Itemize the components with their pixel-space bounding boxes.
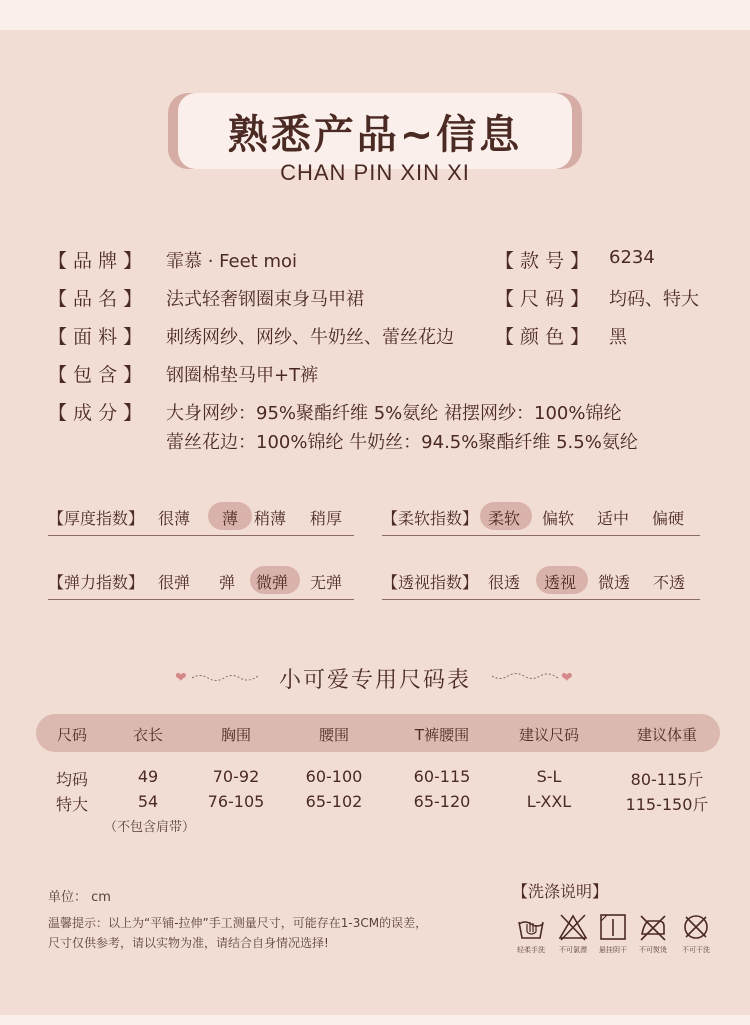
transparency-option: 不透 xyxy=(653,573,686,592)
name-label: 【 品 名 】 xyxy=(48,288,143,310)
includes-label: 【 包 含 】 xyxy=(48,364,143,386)
transparency-option: 很透 xyxy=(488,573,521,592)
size-value: 均码、特大 xyxy=(609,289,699,310)
care-label: 悬挂阴干 xyxy=(599,946,627,954)
elasticity-index-label: 【弹力指数】 xyxy=(48,573,145,592)
heart-icon: ❤ xyxy=(561,670,573,686)
thickness-option: 稍薄 xyxy=(254,509,287,528)
composition-label: 【 成 分 】 xyxy=(48,402,143,424)
table-cell: 70-92 xyxy=(212,767,260,786)
table-cell: 65-102 xyxy=(305,792,363,811)
softness-option: 适中 xyxy=(597,509,630,528)
table-cell: 60-100 xyxy=(305,767,363,786)
care-label: 不可氯漂 xyxy=(559,946,587,954)
elasticity-option: 微弹 xyxy=(256,573,289,592)
size-table-header-cell: 胸围 xyxy=(220,726,251,744)
table-cell: 特大 xyxy=(55,795,88,814)
style-value: 6234 xyxy=(609,247,655,268)
elasticity-index-row xyxy=(48,566,354,600)
size-table-header-cell: 建议体重 xyxy=(636,726,697,744)
care-label: 轻柔手洗 xyxy=(517,946,545,954)
composition-line-1: 大身网纱：95%聚酯纤维 5%氨纶 裙摆网纱：100%锦纶 xyxy=(166,403,622,424)
table-cell: 76-105 xyxy=(207,792,265,811)
thickness-index-label: 【厚度指数】 xyxy=(48,509,145,528)
softness-index-row xyxy=(382,502,700,536)
table-cell: 49 xyxy=(137,767,159,786)
name-value: 法式轻奢钢圈束身马甲裙 xyxy=(166,289,364,310)
bottom-band xyxy=(0,1015,750,1025)
heart-icon: ❤ xyxy=(175,670,187,686)
transparency-index-row xyxy=(382,566,700,600)
page-subtitle: CHAN PIN XIN XI xyxy=(280,160,470,185)
size-table-header-cell: 衣长 xyxy=(132,726,163,744)
size-table-header-cell: 建议尺码 xyxy=(518,726,579,744)
table-cell: 60-115 xyxy=(413,767,471,786)
page-title: 熟悉产品~信息 xyxy=(227,111,523,158)
transparency-option: 微透 xyxy=(598,573,631,592)
thickness-option: 稍厚 xyxy=(310,509,343,528)
includes-value: 钢圈棉垫马甲+T裤 xyxy=(166,365,319,386)
size-table-header-cell: 尺码 xyxy=(56,726,87,744)
care-label: 不可干洗 xyxy=(682,946,710,954)
title-box xyxy=(178,93,572,169)
tip-line-1: 温馨提示：以上为“平铺-拉伸”手工测量尺寸，可能存在1-3CM的误差， xyxy=(48,916,428,930)
transparency-index-label: 【透视指数】 xyxy=(382,573,479,592)
thickness-index-row xyxy=(48,502,354,536)
softness-option: 柔软 xyxy=(488,509,521,528)
wave-divider-icon xyxy=(492,672,558,682)
transparency-option: 透视 xyxy=(544,573,577,592)
hang-dry-icon xyxy=(598,912,628,942)
care-label: 不可熨烫 xyxy=(639,946,667,954)
elasticity-option: 很弹 xyxy=(158,573,191,592)
table-cell: L-XXL xyxy=(526,792,572,811)
table-cell: 65-120 xyxy=(413,792,471,811)
thickness-option: 很薄 xyxy=(158,509,191,528)
table-cell: 80-115斤 xyxy=(630,770,704,789)
style-label: 【 款 号 】 xyxy=(495,250,590,272)
color-label: 【 颜 色 】 xyxy=(495,326,590,348)
brand-value: 霏慕 · Feet moi xyxy=(166,251,298,272)
elasticity-option: 弹 xyxy=(219,573,236,592)
table-cell: 54 xyxy=(137,792,159,811)
elasticity-option: 无弹 xyxy=(310,573,343,592)
table-cell: S-L xyxy=(536,767,562,786)
fabric-value: 刺绣网纱、网纱、牛奶丝、蕾丝花边 xyxy=(166,327,454,348)
color-value: 黑 xyxy=(609,327,627,348)
title-banner xyxy=(168,93,582,169)
table-cell: 115-150斤 xyxy=(625,795,709,814)
softness-index-label: 【柔软指数】 xyxy=(382,509,479,528)
size-chart-title: 小可爱专用尺码表 xyxy=(278,668,471,693)
length-footnote: （不包含肩带） xyxy=(104,820,196,835)
no-iron-icon xyxy=(638,912,668,942)
size-label: 【 尺 码 】 xyxy=(495,288,590,310)
size-table-header-cell: T裤腰围 xyxy=(414,726,470,744)
care-title: 【洗涤说明】 xyxy=(512,882,609,901)
table-cell: 均码 xyxy=(55,770,88,789)
softness-option: 偏软 xyxy=(542,509,575,528)
composition-line-2: 蕾丝花边：100%锦纶 牛奶丝：94.5%聚酯纤维 5.5%氨纶 xyxy=(166,432,638,453)
thickness-option: 薄 xyxy=(222,509,239,528)
no-bleach-icon xyxy=(558,912,588,942)
size-table-header-cell: 腰围 xyxy=(318,726,349,744)
unit-note: 单位： cm xyxy=(48,890,111,905)
hand-wash-icon xyxy=(516,912,546,942)
no-tumble-dry-icon xyxy=(681,912,711,942)
fabric-label: 【 面 料 】 xyxy=(48,326,143,348)
softness-option: 偏硬 xyxy=(652,509,685,528)
brand-label: 【 品 牌 】 xyxy=(48,250,143,272)
top-band xyxy=(0,0,750,30)
tip-line-2: 尺寸仅供参考，请以实物为准，请结合自身情况选择! xyxy=(48,936,329,950)
